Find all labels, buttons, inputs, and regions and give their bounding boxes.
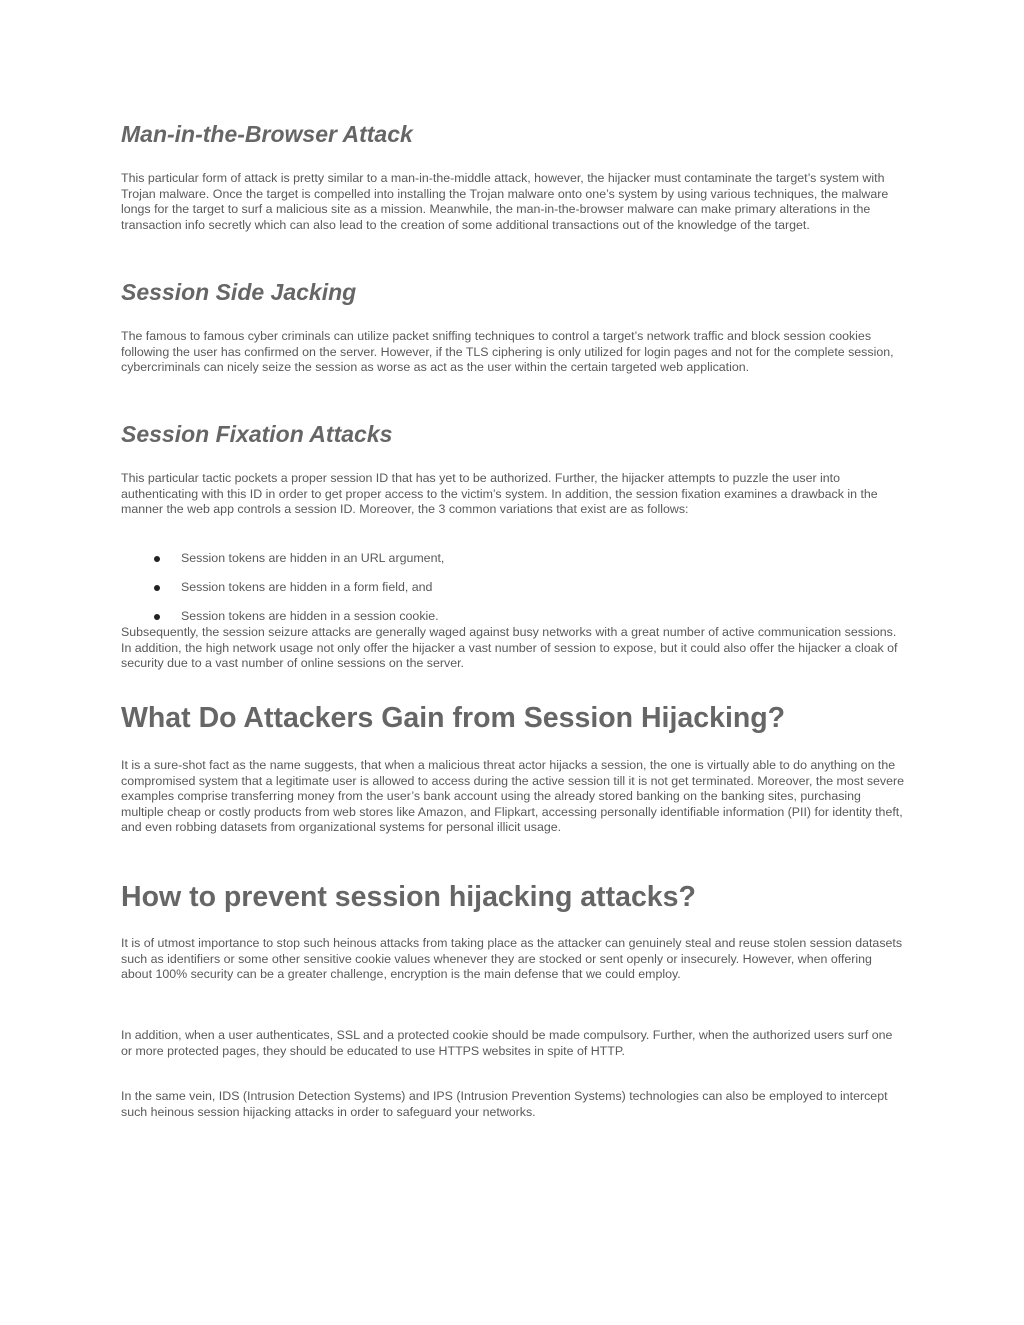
section-body-gain: It is a sure-shot fact as the name suggests, that when a malicious threat actor hijacks a session, the one is virtually able to do anything on the compromised system that a legitimate user is allowed to access during the active session till it is not get terminated. Moreover, the most severe examples comprise transferring money from the user’s bank account using the already stored banking on the banking sites, purchasing multiple cheap or costly products from web stores like Amazon, and Flipkart, accessing personally identifiable information (PII) for identity theft, and even robbing datasets from organizational systems for personal illicit usage. bbox=[121, 758, 905, 834]
section-body-fixation-after: Subsequently, the session seizure attacks are generally waged against busy networks with a great number of active communication sessions. In addition, the high network usage not only offer the hijacker a vast number of session to expose, but it could also offer the hijacker a cloak of security due to a vast number of online sessions on the server. bbox=[121, 625, 898, 670]
section-body-prevent-2: In addition, when a user authenticates, SSL and a protected cookie should be made compulsory. Further, when the authorized users surf one or more protected pages, they should be educated to use HTTPS websites in spite of HTTP. bbox=[121, 1028, 893, 1058]
section-body-fixation: This particular tactic pockets a proper session ID that has yet to be authorized. Further, the hijacker attempts to puzzle the user into authenticating with this ID in order to get proper access to the victim’s system. In addition, the session fixation examines a drawback in the manner the web app controls a session ID. Moreover, the 3 common variations that exist are as follows: bbox=[121, 471, 878, 516]
section-heading-mitb: Man-in-the-Browser Attack bbox=[121, 121, 413, 147]
section-body-mitb: This particular form of attack is pretty similar to a man-in-the-middle attack, however, the hijacker must contaminate the target’s system with Trojan malware. Once the target is compelled into installing the Trojan malware onto one’s system by using various techniques, the malware longs for the target to surf a malicious site as a mission. Meanwhile, the man-in-the-browser malware can make primary alterations in the transaction info secretly which can also lead to the creation of some additional transactions out of the knowledge of the target. bbox=[121, 171, 889, 232]
list-item-text: Session tokens are hidden in a form field, and bbox=[181, 580, 433, 594]
section-body-prevent-3: In the same vein, IDS (Intrusion Detection Systems) and IPS (Intrusion Prevention Systems) technologies can also be employed to intercept such heinous session hijacking attacks in order to safeguard your networks. bbox=[121, 1089, 888, 1119]
bullet-icon bbox=[154, 556, 160, 562]
section-body-sidejacking: The famous to famous cyber criminals can utilize packet sniffing techniques to control a target’s network traffic and block session cookies following the user has confirmed on the server. However, if the TLS ciphering is only utilized for login pages and not for the complete session, cybercriminals can nicely seize the session as worse as act as the user within the certain targeted web application. bbox=[121, 329, 894, 374]
section-heading-prevent: How to prevent session hijacking attacks? bbox=[121, 881, 696, 913]
bullet-icon bbox=[154, 585, 160, 591]
bullet-icon bbox=[154, 614, 160, 620]
list-item-text: Session tokens are hidden in a session cookie. bbox=[181, 609, 439, 623]
section-heading-fixation: Session Fixation Attacks bbox=[121, 421, 393, 447]
list-item-text: Session tokens are hidden in an URL argument, bbox=[181, 551, 445, 565]
section-heading-gain: What Do Attackers Gain from Session Hijacking? bbox=[121, 702, 786, 734]
section-body-prevent-1: It is of utmost importance to stop such heinous attacks from taking place as the attacker can genuinely steal and reuse stolen session datasets such as identifiers or some other sensitive cookie values whenever they are stocked or sent openly or insecurely. However, when offering about 100% security can be a greater challenge, encryption is the main defense that we could employ. bbox=[121, 936, 903, 981]
section-heading-sidejacking: Session Side Jacking bbox=[121, 279, 357, 305]
